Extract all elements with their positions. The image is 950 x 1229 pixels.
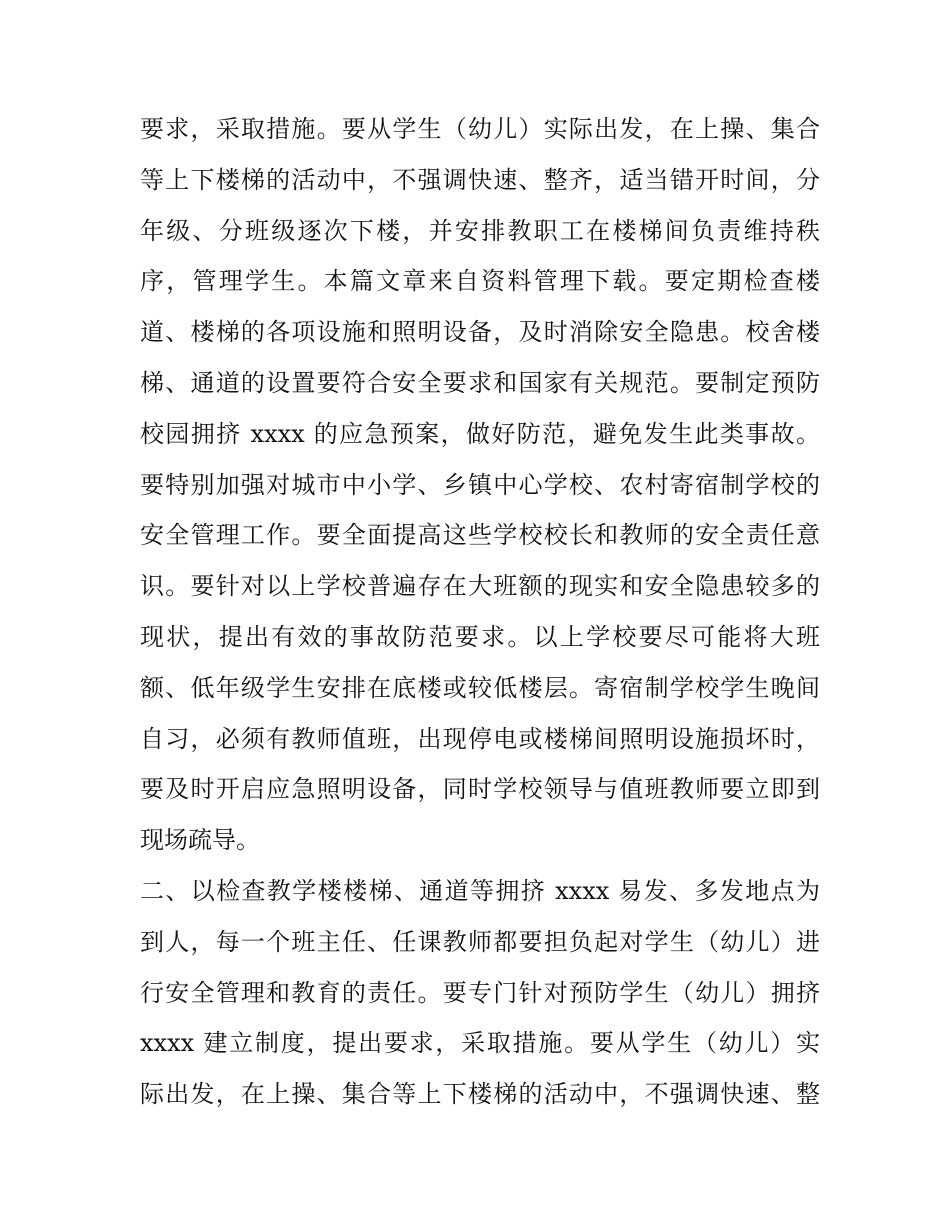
text-line-10: 识。要针对以上学校普遍存在大班额的现实和安全隐患较多的 <box>140 572 820 601</box>
text-line-13: 自习，必须有教师值班，出现停电或楼梯间照明设施损坏时， <box>140 724 820 753</box>
text-line-18: 行安全管理和教育的责任。要专门针对预防学生（幼儿）拥挤 <box>140 978 820 1007</box>
text-line-6: 梯、通道的设置要符合安全要求和国家有关规范。要制定预防 <box>140 368 820 397</box>
text-line-9: 安全管理工作。要全面提高这些学校校长和教师的安全责任意 <box>140 521 820 550</box>
text-line-17: 到人，每一个班主任、任课教师都要担负起对学生（幼儿）进 <box>140 927 820 956</box>
text-line-1: 要求，采取措施。要从学生（幼儿）实际出发，在上操、集合 <box>140 115 820 143</box>
text-line-11: 现状，提出有效的事故防范要求。以上学校要尽可能将大班 <box>140 622 820 651</box>
text-line-20: 际出发，在上操、集合等上下楼梯的活动中，不强调快速、整 <box>140 1080 820 1109</box>
text-line-16: 二、以检查教学楼楼梯、通道等拥挤 xxxx 易发、多发地点为 <box>140 876 820 905</box>
body-text <box>140 104 820 1120</box>
text-line-12: 额、低年级学生安排在底楼或较低楼层。寄宿制学校学生晚间 <box>140 673 820 702</box>
text-line-3: 年级、分班级逐次下楼，并安排教职工在楼梯间负责维持秩 <box>140 216 820 245</box>
text-line-5: 道、楼梯的各项设施和照明设备，及时消除安全隐患。校舍楼 <box>140 318 820 347</box>
text-line-2: 等上下楼梯的活动中，不强调快速、整齐，适当错开时间，分 <box>140 165 820 194</box>
text-line-8: 要特别加强对城市中小学、乡镇中心学校、农村寄宿制学校的 <box>140 470 820 499</box>
text-line-19: xxxx 建立制度，提出要求，采取措施。要从学生（幼儿）实 <box>140 1029 820 1058</box>
text-line-14: 要及时开启应急照明设备，同时学校领导与值班教师要立即到 <box>140 775 820 804</box>
text-line-4: 序，管理学生。本篇文章来自资料管理下载。要定期检查楼 <box>140 267 820 296</box>
text-line-7: 校园拥挤 xxxx 的应急预案，做好防范，避免发生此类事故。 <box>140 419 820 448</box>
text-line-15: 现场疏导。 <box>140 826 260 855</box>
